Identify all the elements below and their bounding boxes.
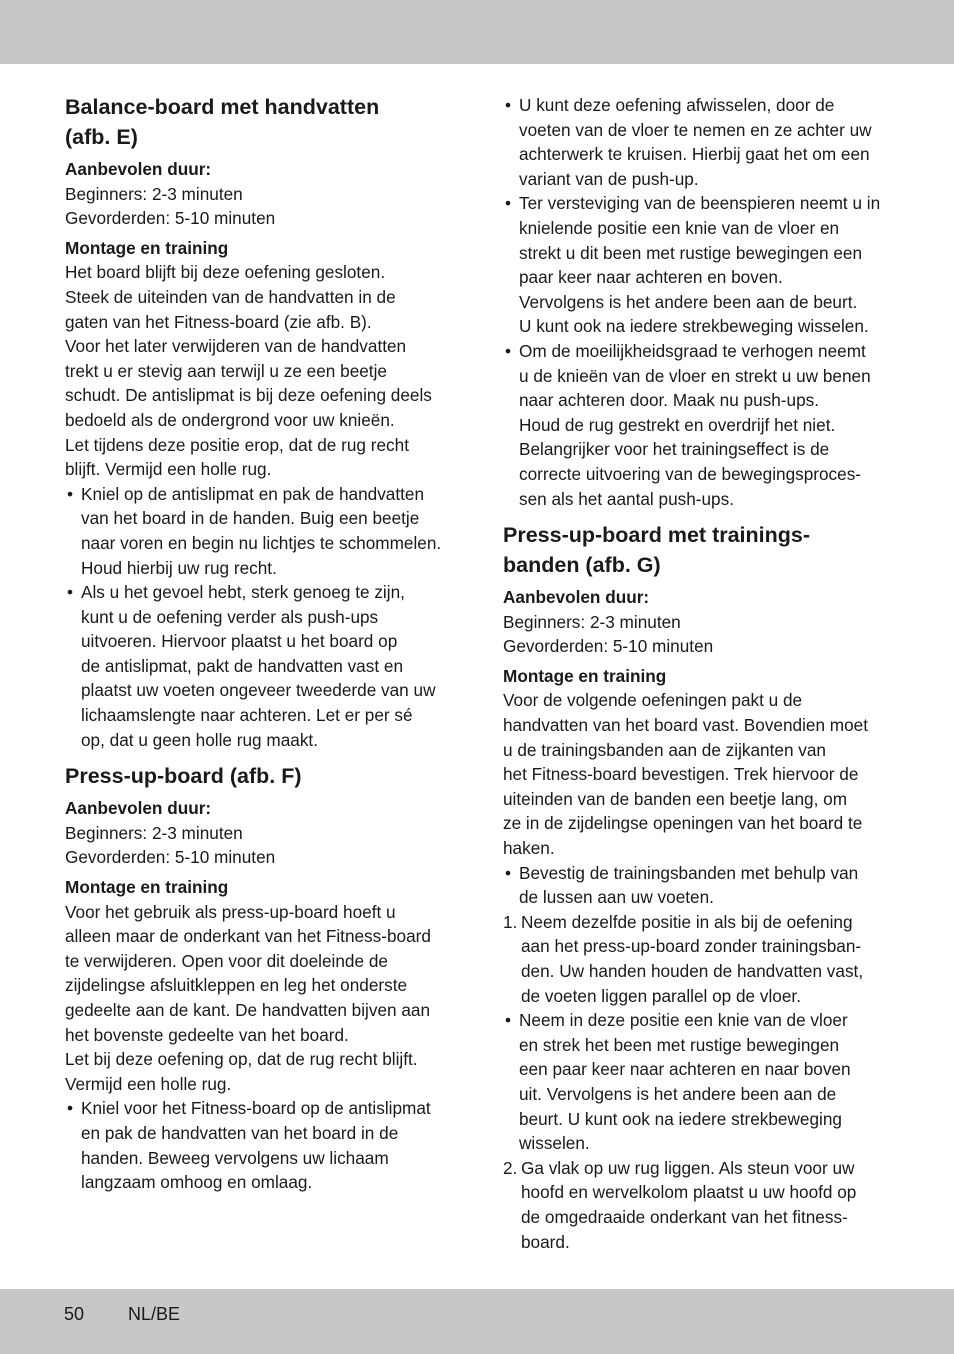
bullet-icon: • [505, 862, 512, 883]
list-item [503, 191, 895, 339]
bullet-icon: • [505, 193, 512, 214]
text-line: naar voren en begin nu lichtjes te schommelen. [81, 532, 442, 553]
text-line: board. [521, 1231, 570, 1252]
duration-label: Aanbevolen duur: [65, 798, 212, 819]
text-line: het Fitness-board bevestigen. Trek hiervoor de [503, 764, 859, 785]
beginners-line: Beginners: 2-3 minuten [65, 183, 243, 204]
bullet-icon: • [505, 95, 512, 115]
instruction-list [503, 861, 895, 1255]
text-line: wisselen. [519, 1133, 590, 1154]
text-line: blijft. Vermijd een holle rug. [65, 459, 272, 480]
text-line: handvatten van het board vast. Bovendien moet [503, 715, 869, 736]
beginners-line: Beginners: 2-3 minuten [503, 611, 681, 632]
advanced-line: Gevorderden: 5-10 minuten [65, 847, 276, 868]
text-line: Ga vlak op uw rug liggen. Als steun voor uw [521, 1157, 855, 1178]
text-line: Het board blijft bij deze oefening gesloten. [65, 262, 386, 283]
body-paragraph [65, 260, 455, 481]
text-line: Kniel op de antislipmat en pak de handvatten [81, 483, 425, 504]
text-line: plaatst uw voeten ongeveer tweederde van uw [81, 680, 436, 701]
advanced-line: Gevorderden: 5-10 minuten [503, 636, 714, 657]
text-line: Houd hierbij uw rug recht. [81, 557, 277, 578]
text-line: strekt u dit been met rustige bewegingen een [519, 242, 863, 263]
text-line: handen. Beweeg vervolgens uw lichaam [81, 1147, 389, 1168]
text-line: gedeelte aan de kant. De handvatten bijven aan [65, 1000, 431, 1020]
text-line: Om de moeilijkheidsgraad te verhogen neemt [519, 340, 866, 361]
text-line: Let tijdens deze positie erop, dat de rug recht [65, 434, 409, 455]
text-line: uit. Vervolgens is het andere been aan de [519, 1083, 837, 1104]
text-line: bedoeld als de ondergrond voor uw knieën. [65, 409, 395, 430]
heading-line: banden (afb. G) [503, 553, 661, 578]
section-heading [503, 520, 895, 580]
text-line: Voor het later verwijderen van de handvatten [65, 336, 407, 357]
section-heading: Press-up-board (afb. F) [65, 764, 302, 789]
text-line: Voor de volgende oefeningen pakt u de [503, 690, 803, 711]
text-line: een paar keer naar achteren en naar boven [519, 1059, 851, 1080]
text-line: uiteinden van de banden een beetje lang, om [503, 788, 848, 809]
list-item [503, 339, 895, 511]
text-line: Vervolgens is het andere been aan de beurt. [519, 291, 858, 312]
text-line: beurt. U kunt ook na iedere strekbeweging [519, 1108, 842, 1129]
text-line: langzaam omhoog en omlaag. [81, 1172, 313, 1193]
bullet-icon: • [505, 1010, 512, 1031]
bullet-list [65, 482, 455, 753]
text-line: Kniel voor het Fitness-board op de antislipmat [81, 1098, 431, 1119]
text-line: Vermijd een holle rug. [65, 1073, 232, 1094]
text-line: naar achteren door. Maak nu push-ups. [519, 390, 820, 411]
text-line: Let bij deze oefening op, dat de rug recht blijft. [65, 1049, 418, 1070]
text-line: de voeten liggen parallel op de vloer. [521, 985, 801, 1006]
text-line: correcte uitvoering van de bewegingsproces- [519, 463, 862, 484]
duration-label: Aanbevolen duur: [65, 159, 212, 179]
text-line: Voor het gebruik als press-up-board hoeft u [65, 901, 396, 922]
heading-line: Balance-board met handvatten [65, 95, 380, 119]
text-line: variant van de push-up. [519, 168, 699, 189]
left-column [65, 92, 455, 1195]
list-item [65, 482, 455, 580]
text-line: knielende positie een knie van de vloer en [519, 217, 840, 238]
text-line: u de knieën van de vloer en strekt u uw benen [519, 365, 871, 386]
text-line: U kunt ook na iedere strekbeweging wisselen. [519, 316, 869, 337]
text-line: u de trainingsbanden aan de zijkanten van [503, 739, 826, 760]
list-item [503, 93, 895, 191]
text-line: het bovenste gedeelte van het board. [65, 1024, 349, 1045]
text-line: zijdelingse afsluitkleppen en leg het onderste [65, 975, 408, 996]
text-line: voeten van de vloer te nemen en ze achter uw [519, 119, 872, 140]
page-number: 50 [64, 1304, 85, 1324]
list-item [503, 1008, 895, 1156]
list-item [503, 861, 895, 910]
assembly-label: Montage en training [503, 665, 667, 686]
beginners-line: Beginners: 2-3 minuten [65, 822, 243, 843]
right-column [503, 93, 895, 1254]
assembly-label: Montage en training [65, 877, 229, 898]
section-balance-board [65, 92, 455, 752]
text-line: paar keer naar achteren en boven. [519, 267, 783, 288]
section-press-up-board-bands [503, 520, 895, 1254]
text-line: ze in de zijdelingse openingen van het board te [503, 813, 863, 834]
text-line: Belangrijker voor het trainingseffect is de [519, 439, 830, 460]
bullet-icon: • [505, 340, 512, 361]
body-paragraph [503, 688, 895, 860]
text-line: van het board in de handen. Buig een beetje [81, 508, 420, 529]
text-line: sen als het aantal push-ups. [519, 488, 734, 509]
heading-line: (afb. E) [65, 125, 138, 149]
text-line: haken. [503, 838, 555, 859]
advanced-line: Gevorderden: 5-10 minuten [65, 208, 276, 229]
bullet-list [503, 93, 895, 511]
assembly-label: Montage en training [65, 237, 229, 258]
bullet-icon: • [67, 582, 74, 603]
text-line: Steek de uiteinden van de handvatten in de [65, 286, 396, 307]
text-line: den. Uw handen houden de handvatten vast, [521, 961, 864, 981]
text-line: hoofd en wervelkolom plaatst u uw hoofd op [521, 1182, 857, 1203]
text-line: achterwerk te kruisen. Hierbij gaat het om een [519, 144, 870, 165]
text-line: trekt u er stevig aan terwijl u ze een beetje [65, 360, 387, 381]
list-item [65, 1096, 455, 1194]
text-line: de lussen aan uw voeten. [519, 887, 714, 908]
text-line: Ter versteviging van de beenspieren neemt u in [519, 193, 881, 214]
text-line: alleen maar de onderkant van het Fitness-board [65, 926, 431, 947]
bullet-icon: • [67, 483, 74, 504]
numbered-item [503, 910, 895, 1008]
text-line: uitvoeren. Hiervoor plaatst u het board op [81, 631, 398, 652]
text-line: op, dat u geen holle rug maakt. [81, 729, 318, 750]
text-line: Als u het gevoel hebt, sterk genoeg te zijn, [81, 582, 405, 603]
language-code: NL/BE [128, 1304, 181, 1324]
text-line: U kunt deze oefening afwisselen, door de [519, 95, 835, 115]
numbered-item [503, 1156, 895, 1254]
header-band [0, 0, 954, 64]
text-line: de antislipmat, pakt de handvatten vast en [81, 655, 403, 676]
list-item [65, 580, 455, 752]
section-press-up-board [65, 761, 455, 1195]
text-line: kunt u de oefening verder als push-ups [81, 606, 379, 627]
text-line: de omgedraaide onderkant van het fitness- [521, 1206, 848, 1227]
bullet-icon: • [67, 1098, 74, 1119]
text-line: te verwijderen. Open voor dit doeleinde de [65, 950, 388, 971]
text-line: Bevestig de trainingsbanden met behulp van [519, 862, 859, 883]
text-line: aan het press-up-board zonder trainingsban- [521, 936, 862, 957]
step-number: 1. [503, 911, 518, 932]
section-heading [65, 92, 455, 152]
text-line: schudt. De antislipmat is bij deze oefening deels [65, 385, 432, 406]
text-line: en strek het been met rustige bewegingen [519, 1034, 840, 1055]
heading-line: Press-up-board met trainings- [503, 523, 811, 548]
text-line: Houd de rug gestrekt en overdrijf het niet. [519, 414, 836, 435]
text-line: lichaamslengte naar achteren. Let er per sé [81, 705, 413, 726]
step-number: 2. [503, 1157, 518, 1178]
duration-label: Aanbevolen duur: [503, 587, 650, 608]
text-line: Neem in deze positie een knie van de vloer [519, 1010, 848, 1031]
body-paragraph [65, 900, 455, 1097]
text-line: en pak de handvatten van het board in de [81, 1122, 399, 1143]
text-line: gaten van het Fitness-board (zie afb. B). [65, 311, 372, 332]
text-line: Neem dezelfde positie in als bij de oefening [521, 911, 853, 932]
bullet-list [65, 1096, 455, 1194]
